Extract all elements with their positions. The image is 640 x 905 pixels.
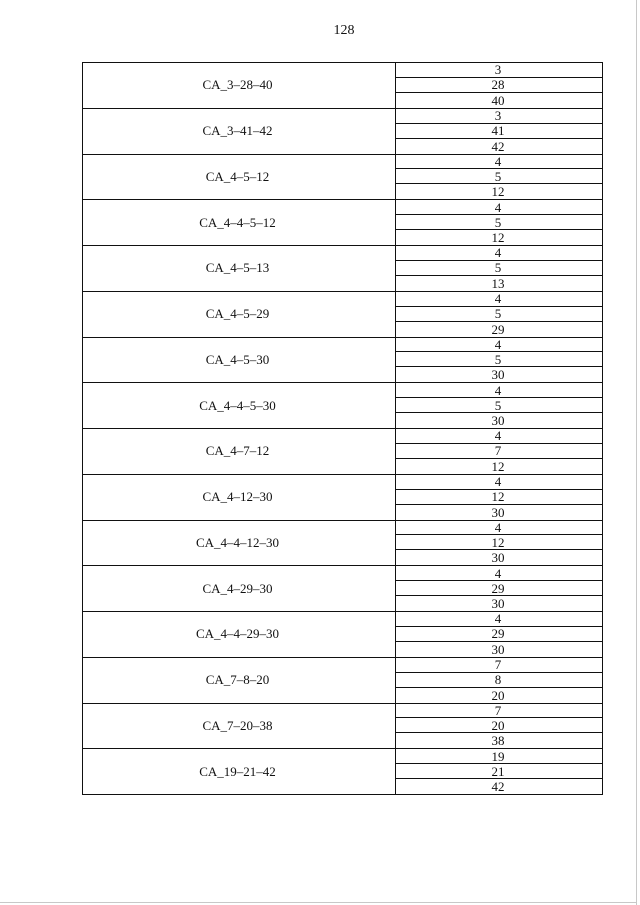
band-value: 5: [396, 307, 602, 322]
combination-label: CA_7–20–38: [83, 704, 396, 749]
combination-label: CA_4–5–29: [83, 292, 396, 337]
band-value: 41: [396, 124, 602, 139]
band-value: 7: [396, 658, 602, 673]
combination-label: CA_7–8–20: [83, 658, 396, 703]
band-value: 8: [396, 673, 602, 688]
band-value: 12: [491, 184, 505, 200]
band-value: 12: [396, 490, 602, 505]
band-value: 4: [396, 338, 602, 353]
table-group: [83, 704, 602, 750]
table-group: [83, 292, 602, 338]
combination-label: CA_4–4–5–30: [83, 383, 396, 428]
band-value: 12: [491, 458, 505, 474]
combination-label: CA_4–4–29–30: [83, 612, 396, 657]
band-value: 29: [491, 321, 505, 337]
band-value: 5: [396, 169, 602, 184]
band-value: 12: [491, 230, 505, 245]
band-value: 13: [491, 275, 505, 291]
band-value: 4: [396, 475, 602, 490]
band-value: 30: [491, 504, 505, 520]
table-group: [83, 338, 602, 384]
band-value: 4: [396, 521, 602, 536]
band-value: 30: [491, 641, 505, 657]
band-value: 3: [396, 63, 602, 78]
band-value: 4: [396, 292, 602, 307]
combination-label: CA_4–29–30: [83, 566, 396, 611]
combination-label: CA_4–4–5–12: [83, 200, 396, 245]
band-value: 30: [491, 367, 505, 383]
table-group: [83, 612, 602, 658]
table-group: [83, 658, 602, 704]
combination-label: CA_4–12–30: [83, 475, 396, 520]
table-group: [83, 566, 602, 612]
band-value: 30: [491, 413, 505, 428]
table-group: [83, 155, 602, 201]
band-value: 5: [396, 398, 602, 413]
band-value: 3: [396, 109, 602, 124]
band-value: 42: [491, 138, 505, 154]
combination-label: CA_4–5–13: [83, 246, 396, 291]
band-value: 29: [396, 627, 602, 642]
scan-edge-bottom: [0, 902, 637, 903]
combination-label: CA_4–7–12: [83, 429, 396, 474]
table-group: [83, 63, 602, 109]
band-value: 42: [491, 779, 505, 794]
combination-label: CA_19–21–42: [83, 749, 396, 794]
table-group: [83, 200, 602, 246]
band-value: 7: [396, 704, 602, 719]
band-value: 4: [396, 155, 602, 170]
band-value: 4: [396, 566, 602, 581]
table-group: [83, 109, 602, 155]
combination-label: CA_4–5–30: [83, 338, 396, 383]
band-value: 28: [396, 78, 602, 93]
band-value: 4: [396, 429, 602, 444]
band-value: 21: [396, 764, 602, 779]
band-value: 4: [396, 612, 602, 627]
combination-label: CA_3–28–40: [83, 63, 396, 108]
band-value: 5: [396, 352, 602, 367]
table-group: [83, 749, 602, 794]
band-value: 7: [396, 444, 602, 459]
scan-edge-right: [636, 0, 637, 905]
band-value: 4: [396, 200, 602, 215]
combination-label: CA_4–4–12–30: [83, 521, 396, 566]
band-value: 29: [396, 581, 602, 596]
band-value: 30: [491, 550, 505, 566]
band-value: 19: [396, 749, 602, 764]
table-group: [83, 475, 602, 521]
combination-label: CA_3–41–42: [83, 109, 396, 154]
band-value: 12: [396, 535, 602, 550]
band-value: 5: [396, 261, 602, 276]
page-number: 128: [333, 23, 355, 38]
band-value: 20: [396, 718, 602, 733]
table-group: [83, 246, 602, 292]
combination-label: CA_4–5–12: [83, 155, 396, 200]
band-value: 5: [396, 215, 602, 230]
table-group: [83, 429, 602, 475]
band-value: 40: [491, 92, 505, 108]
table-group: [83, 383, 602, 429]
table-group: [83, 521, 602, 567]
band-value: 30: [491, 596, 505, 611]
band-combination-table: [82, 62, 603, 795]
band-value: 4: [396, 383, 602, 398]
band-value: 4: [396, 246, 602, 261]
band-value: 20: [491, 687, 505, 703]
band-value: 38: [491, 733, 505, 749]
